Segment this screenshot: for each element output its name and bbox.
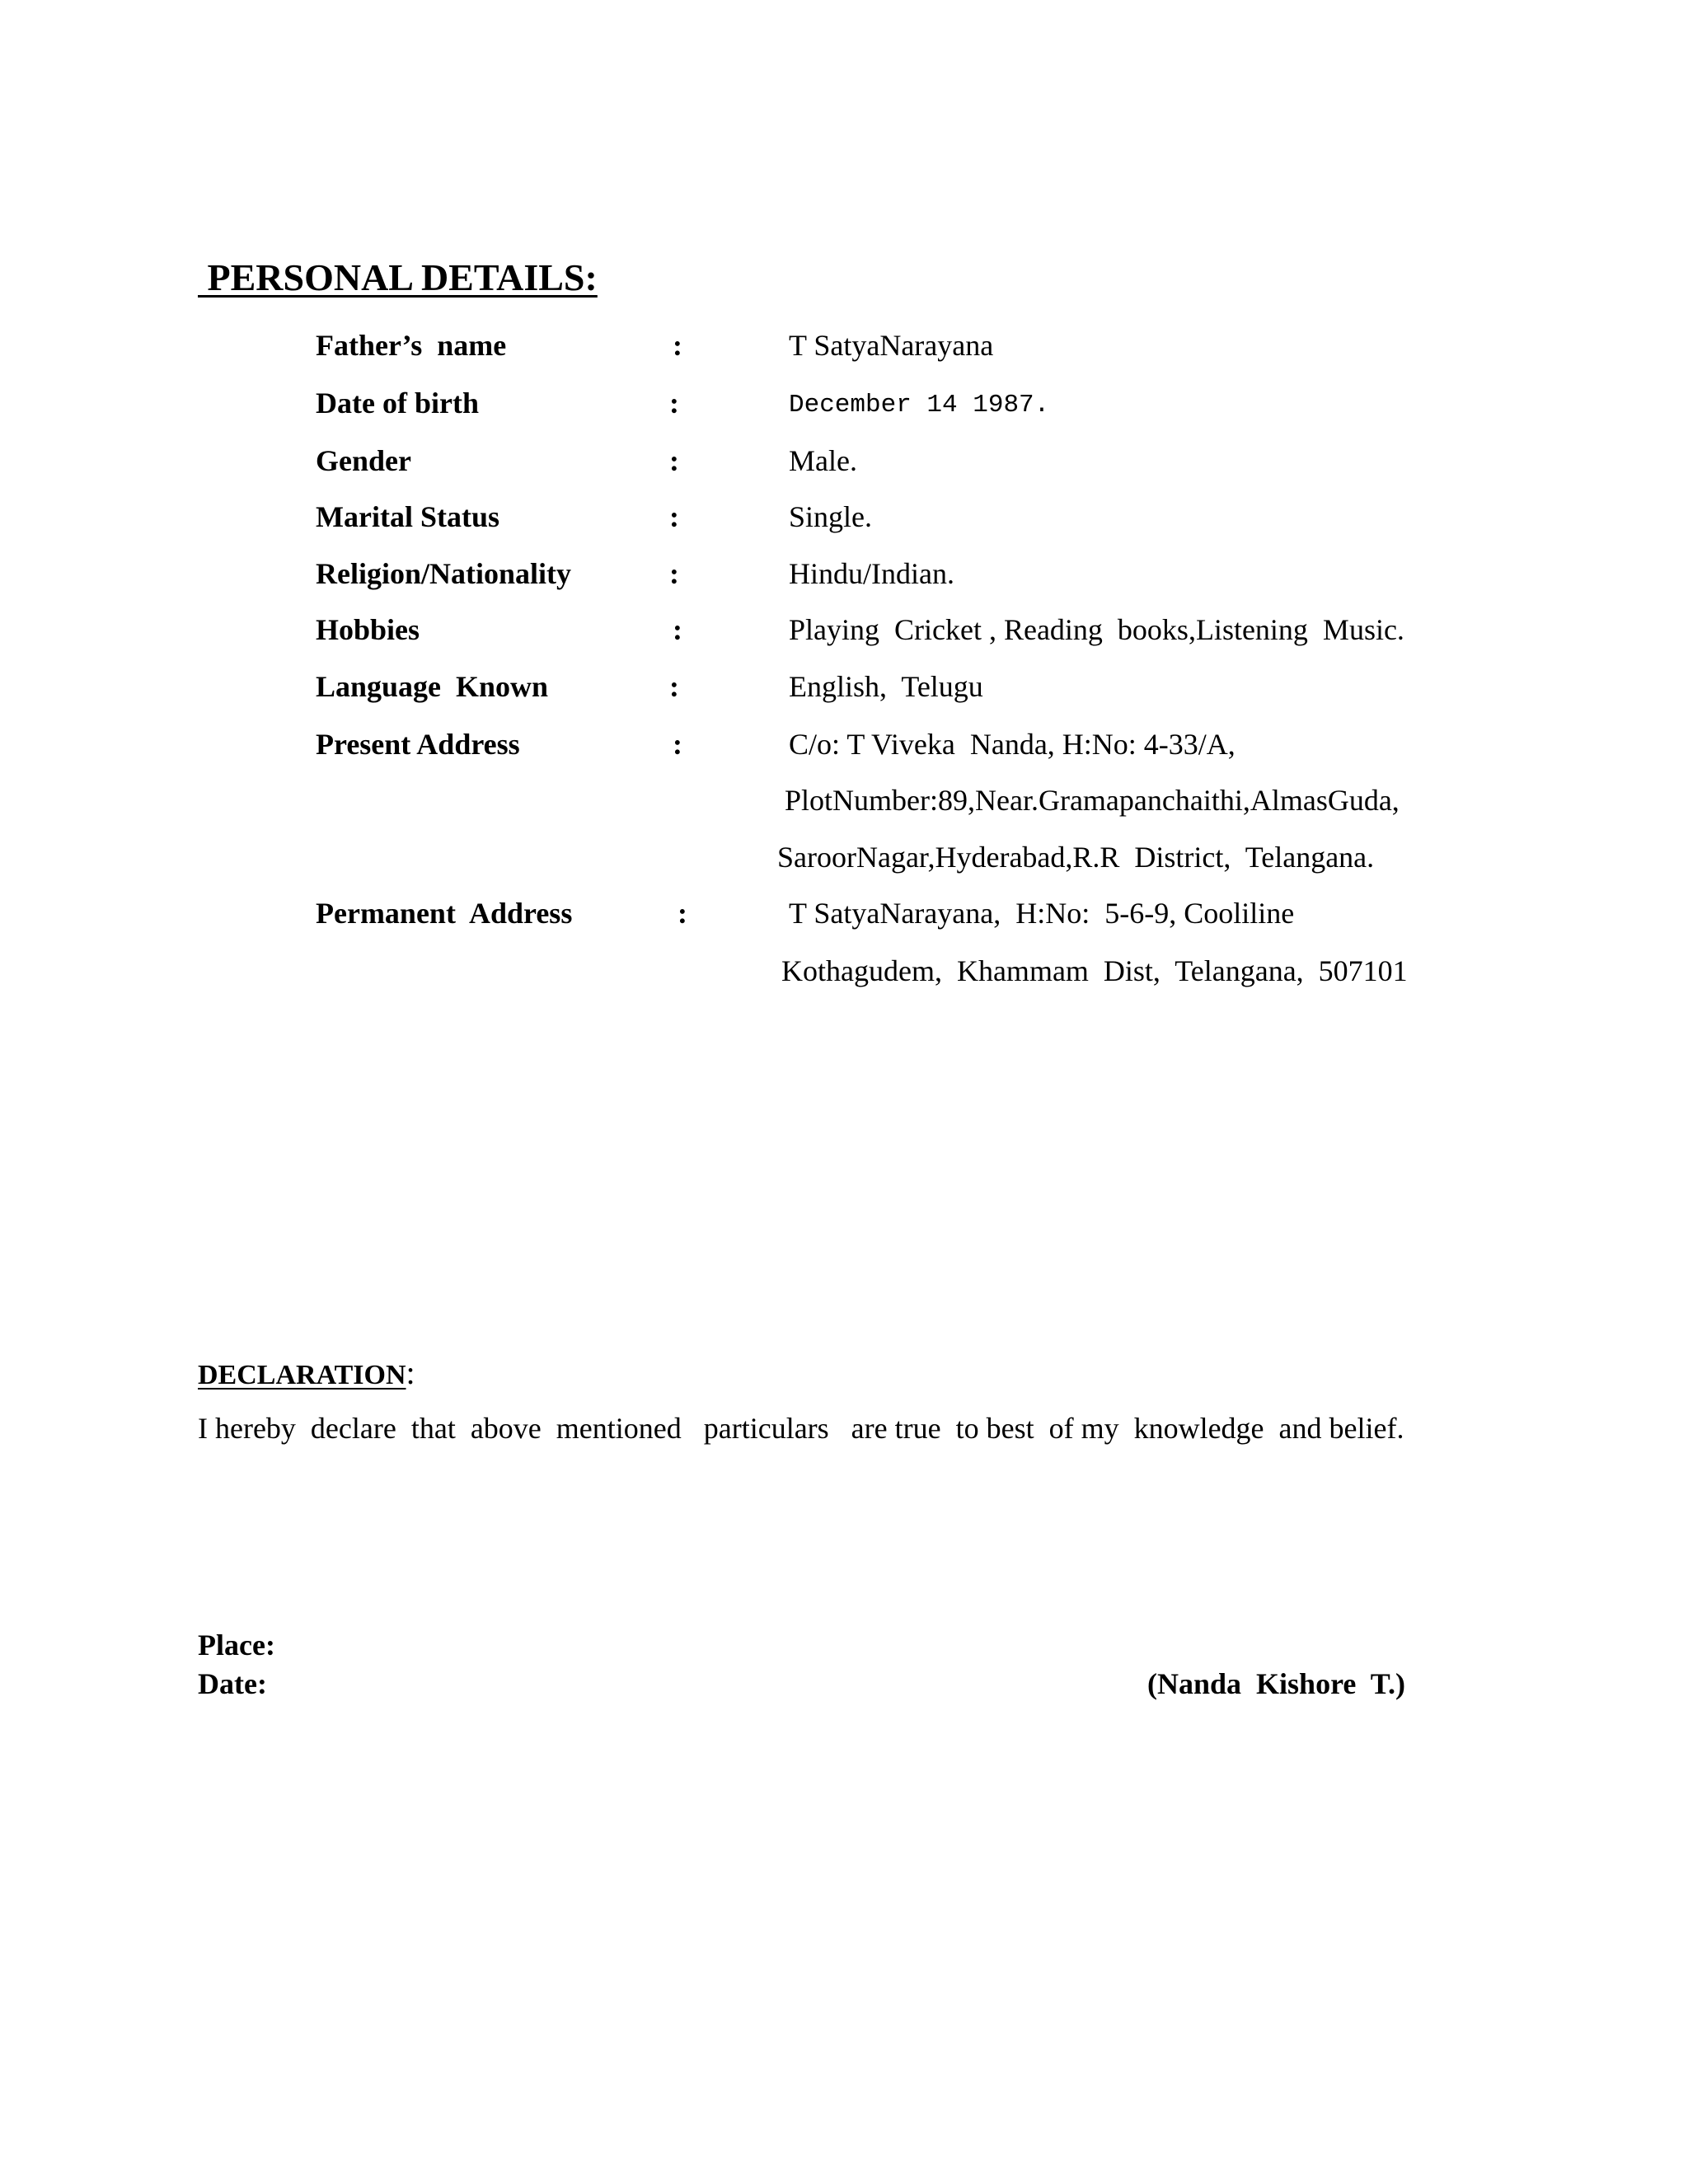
present-address-line-2: PlotNumber:89,Near.Gramapanchaithi,AlmasGuda, bbox=[785, 784, 1400, 817]
gender-label: Gender bbox=[316, 444, 411, 477]
permanent-address-line-1: T SatyaNarayana, H:No: 5-6-9, Cooliline bbox=[789, 897, 1295, 930]
marital-status-label: Marital Status bbox=[316, 500, 499, 533]
date-label: Date: bbox=[198, 1667, 267, 1700]
fathers-name-value: T SatyaNarayana bbox=[789, 329, 994, 362]
hobbies-value: Playing Cricket , Reading books,Listening Music. bbox=[789, 613, 1404, 646]
date-of-birth-colon: : bbox=[669, 387, 679, 419]
present-address-line-3: SaroorNagar,Hyderabad,R.R District, Telangana. bbox=[777, 841, 1375, 874]
place-label: Place: bbox=[198, 1629, 275, 1661]
fathers-name-colon: : bbox=[673, 329, 682, 362]
fathers-name-label: Father’s name bbox=[316, 329, 507, 362]
gender-value: Male. bbox=[789, 444, 857, 477]
declaration-heading-text: DECLARATION bbox=[198, 1360, 406, 1390]
declaration-text: I hereby declare that above mentioned particulars are true to best of my knowledge and belief. bbox=[198, 1412, 1404, 1445]
permanent-address-line-2: Kothagudem, Khammam Dist, Telangana, 507101 bbox=[781, 954, 1408, 987]
marital-status-value: Single. bbox=[789, 500, 873, 533]
religion-nationality-colon: : bbox=[669, 557, 679, 590]
signatory-name: (Nanda Kishore T.) bbox=[1147, 1667, 1406, 1700]
language-known-colon: : bbox=[669, 670, 679, 703]
permanent-address-colon: : bbox=[678, 897, 687, 930]
hobbies-colon: : bbox=[673, 613, 682, 646]
declaration-heading-colon: : bbox=[406, 1354, 415, 1391]
present-address-label: Present Address bbox=[316, 728, 520, 761]
marital-status-colon: : bbox=[669, 500, 679, 533]
present-address-line-1: C/o: T Viveka Nanda, H:No: 4-33/A, bbox=[789, 728, 1236, 761]
gender-colon: : bbox=[669, 444, 679, 477]
language-known-value: English, Telugu bbox=[789, 670, 983, 703]
language-known-label: Language Known bbox=[316, 670, 549, 703]
date-of-birth-value: December 14 1987. bbox=[789, 391, 1050, 419]
hobbies-label: Hobbies bbox=[316, 613, 420, 646]
religion-nationality-label: Religion/Nationality bbox=[316, 557, 572, 590]
declaration-heading bbox=[198, 1353, 415, 1392]
permanent-address-label: Permanent Address bbox=[316, 897, 573, 930]
religion-nationality-value: Hindu/Indian. bbox=[789, 557, 954, 590]
date-of-birth-label: Date of birth bbox=[316, 387, 479, 419]
personal-details-heading: PERSONAL DETAILS: bbox=[198, 256, 598, 298]
present-address-colon: : bbox=[673, 728, 682, 761]
